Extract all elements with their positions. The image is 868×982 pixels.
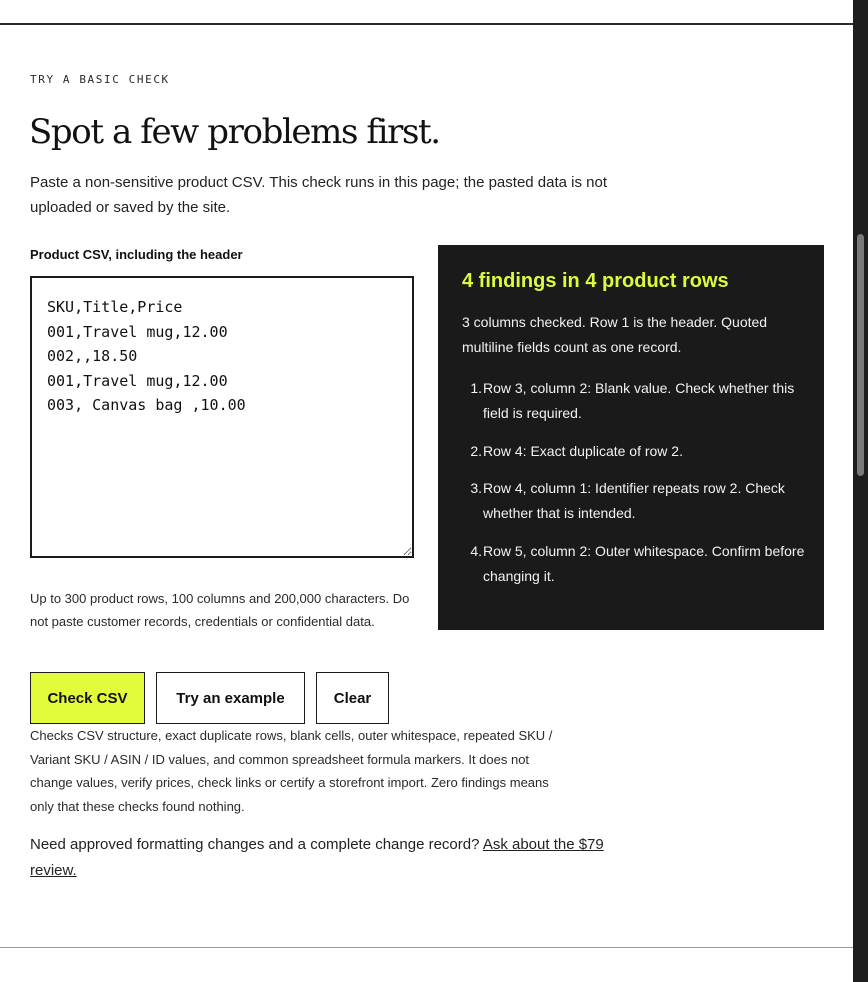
results-panel [438,245,824,630]
bottom-divider [0,947,853,948]
finding-number: 2. [470,442,482,459]
finding-text: Row 5, column 2: Outer whitespace. Confirm before changing it. [483,542,805,584]
finding-item [462,476,812,526]
review-cta [30,832,630,884]
input-limits-note: Up to 300 product rows, 100 columns and 200,000 characters. Do not paste customer records, credentials or confidential data. [30,591,410,629]
finding-item [462,539,812,589]
finding-text: Row 3, column 2: Blank value. Check whether this field is required. [483,380,795,421]
csv-textarea[interactable] [30,276,414,558]
finding-number: 3. [470,480,482,496]
findings-list [462,376,812,601]
review-link[interactable]: Ask about the $79 review. [30,836,604,879]
finding-number: 1. [470,380,482,396]
page-title: Spot a few problems first. [29,112,440,152]
section-eyebrow: TRY A BASIC CHECK [30,73,170,86]
try-example-button[interactable]: Try an example [156,672,305,724]
review-cta-text: Need approved formatting changes and a complete change record? [30,836,483,853]
clear-button[interactable]: Clear [316,672,389,724]
scrollbar-thumb[interactable] [857,234,864,476]
finding-number: 4. [470,542,482,559]
finding-text: Row 4, column 1: Identifier repeats row 2. Check whether that is intended. [483,480,785,521]
finding-text: Row 4: Exact duplicate of row 2. [483,442,683,459]
csv-field-label: Product CSV, including the header [30,247,243,262]
results-title: 4 findings in 4 product rows [462,270,729,292]
finding-item [462,439,812,464]
check-csv-button[interactable]: Check CSV [30,672,145,724]
checks-description: Checks CSV structure, exact duplicate rows, blank cells, outer whitespace, repeated SKU / Variant SKU / ASIN / ID values, and common spreadsheet formula markers. It does not change values, verify prices, check links or certify a storefront import. Zero findings means only that these checks found nothing. [30,728,553,814]
finding-item [462,376,812,426]
intro-text: Paste a non-sensitive product CSV. This check runs in this page; the pasted data is not uploaded or saved by the site. [30,174,608,216]
results-summary: 3 columns checked. Row 1 is the header. Quoted multiline fields count as one record. [462,314,768,355]
top-divider [0,23,853,25]
page-scrollbar[interactable] [853,0,868,982]
